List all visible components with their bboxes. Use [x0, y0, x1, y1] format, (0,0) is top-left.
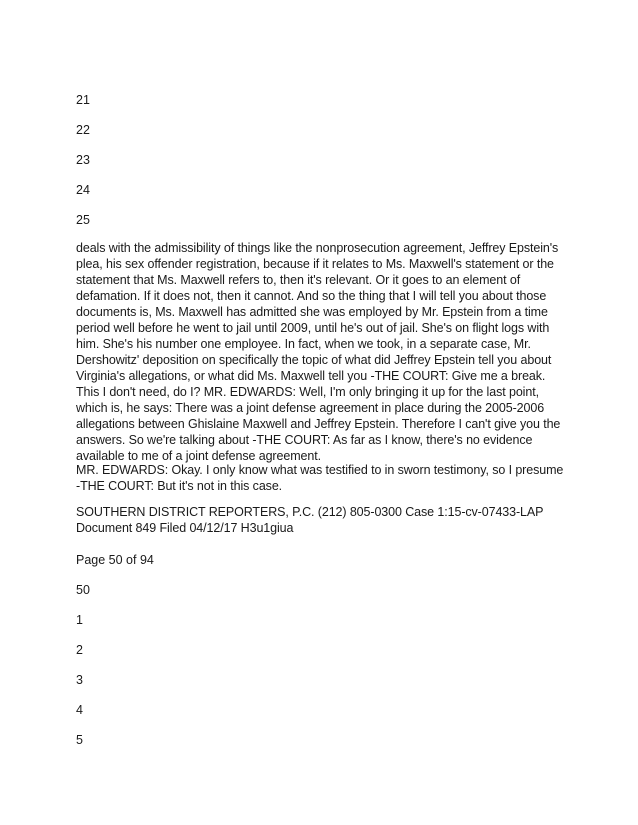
line-number-23: 23	[76, 153, 90, 167]
line-number-1: 1	[76, 613, 83, 627]
line-number-21: 21	[76, 93, 90, 107]
line-number-24: 24	[76, 183, 90, 197]
document-page	[76, 0, 566, 825]
line-number-3: 3	[76, 673, 83, 687]
line-number-22: 22	[76, 123, 90, 137]
page-number: 50	[76, 583, 90, 597]
transcript-body-paragraph: deals with the admissibility of things like the nonprosecution agreement, Jeffrey Epstein's plea, his sex offender registration, because if it relates to Ms. Maxwell's statement or the statement that Ms. Maxwell refers to, then it's relevant. Or it goes to an element of defamation. If it does not, then it cannot. And so the thing that I will tell you about those documents is, Ms. Maxwell has admitted she was employed by Mr. Epstein from a time period well before he went to jail until 2009, until he's out of jail. She's on flight logs with him. She's his number one employee. In fact, when we took, in a separate case, Mr. Dershowitz' deposition on specifically the topic of what did Jeffrey Epstein tell you about Virginia's allegations, or what did Ms. Maxwell tell you -THE COURT: Give me a break. This I don't need, do I? MR. EDWARDS: Well, I'm only bringing it up for the last point, which is, he says: There was a joint defense agreement in place during the 2005-2006 allegations between Ghislaine Maxwell and Jeffrey Epstein. Therefore I can't give you the answers. So we're talking about -THE COURT: As far as I know, there's no evidence available to me of a joint defense agreement.	[76, 241, 561, 463]
page-label: Page 50 of 94	[76, 553, 154, 567]
transcript-second-paragraph: MR. EDWARDS: Okay. I only know what was testified to in sworn testimony, so I presume -THE COURT: But it's not in this case.	[76, 463, 564, 493]
line-number-5: 5	[76, 733, 83, 747]
line-number-2: 2	[76, 643, 83, 657]
line-number-25: 25	[76, 213, 90, 227]
reporter-footer-paragraph: SOUTHERN DISTRICT REPORTERS, P.C. (212) 805-0300 Case 1:15-cv-07433-LAP Document 849 Filed 04/12/17 H3u1giua	[76, 505, 544, 535]
line-number-4: 4	[76, 703, 83, 717]
